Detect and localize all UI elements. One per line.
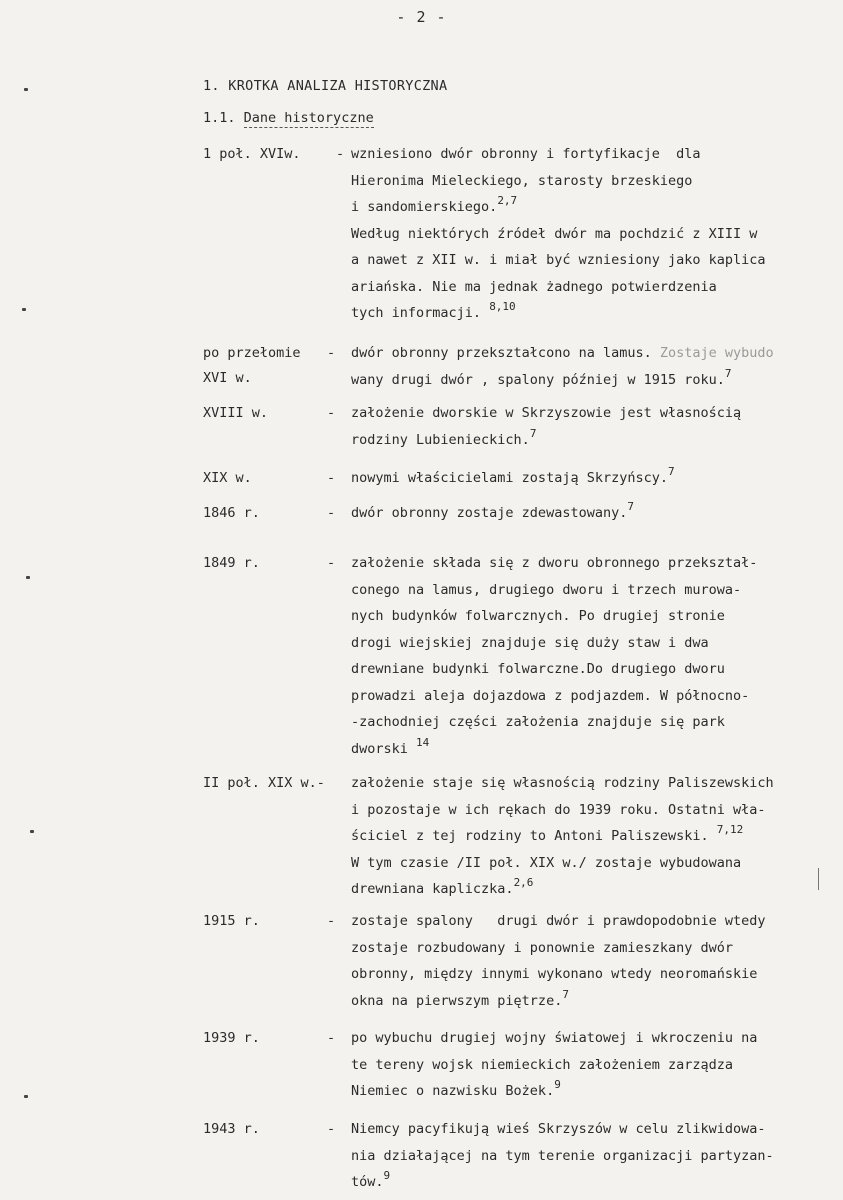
footnote-ref: 7 [627, 500, 634, 513]
margin-mark [818, 868, 819, 890]
entry-date: 1 poł. XVIw. [203, 146, 301, 162]
entry-text: Niemcy pacyfikują wieś Skrzyszów w celu zlikwidowa- nia działającej na tym terenie organizacji partyzan- tów.$^9$ [351, 1121, 774, 1190]
binder-mark [26, 576, 30, 579]
binder-mark [30, 830, 34, 833]
page-number: - 2 - [396, 8, 447, 26]
entry-dash: - [327, 470, 336, 486]
entry-text: zostaje spalony drugi dwór i prawdopodobnie wtedy zostaje rozbudowany i ponownie zamieszkany dwór obronny, między innymi wykonano wtedy neoromańskie okna na pierwszym piętrze.$^7$ [351, 913, 766, 1009]
entry-text: nowymi właścicielami zostają Skrzyńscy.$^7$ [351, 465, 675, 486]
entry-date: XIX w. [203, 470, 252, 486]
footnote-ref: 7 [562, 987, 569, 1001]
footnote-ref: 14 [416, 735, 430, 749]
footnote-ref: 7 [724, 366, 732, 380]
subsection-number: 1.1. [203, 110, 236, 126]
entry-date: 1915 r. [203, 913, 260, 929]
footnote-ref: 7 [529, 426, 537, 440]
footnote-ref: 7,12 [716, 823, 744, 836]
entry-date: 1846 r. [203, 505, 260, 521]
footnote-ref: 2,7 [497, 194, 518, 207]
binder-mark [24, 1095, 28, 1098]
binder-mark [24, 88, 28, 91]
entry-date: 1849 r. [203, 555, 260, 571]
entry-text: dwór obronny przekształcono na lamus. Zostaje wybudo wany drugi dwór , spalony później w 1915 roku.$^7$ [351, 345, 774, 388]
footnote-ref: 7 [667, 465, 675, 478]
section-heading: 1. KROTKA ANALIZA HISTORYCZNA [203, 78, 448, 94]
entry-date: II poł. XIX w.- [203, 775, 325, 791]
footnote-ref: 9 [554, 1078, 561, 1091]
entry-date: 1939 r. [203, 1030, 260, 1046]
entry-dash: - [327, 505, 336, 521]
entry-text: założenie składa się z dworu obronnego przekształ- conego na lamus, drugiego dworu i trzech murowa- nych budynków folwarcznych. Po drugiej stronie drogi wiejskiej znajduje się duży staw i dwa drewniane budynki folwarczne.Do drugiego dworu prowadzi aleja dojazdowa z podjazdem. W północno- -zachodniej części założenia znajduje się park dworski $^{14}$ [351, 555, 758, 757]
entry-dash: - [327, 1030, 336, 1046]
entry-date: po przełomie XVI w. [203, 345, 301, 386]
footnote-ref: 8,10 [489, 300, 516, 313]
entry-text: założenie staje się własnością rodziny Paliszewskich i pozostaje w ich rękach do 1939 roku. Ostatni wła- ściciel z tej rodziny to Antoni Paliszewski. $^{7,12}$ W tym czasie /II poł. XIX w./ zostaje wybudowana drewniana kapliczka.$^{2,6}$ [351, 775, 774, 897]
entry-dash: - [336, 146, 345, 162]
entry-dash: - [327, 913, 336, 929]
entry-dash: - [327, 555, 336, 571]
entry-text: wzniesiono dwór obronny i fortyfikacje dla Hieronima Mieleckiego, starosty brzeskiego i sandomierskiego.$^{2,7}$ Według niektórych źródeł dwór ma pochdzić z XIII w a nawet z XII w. i miał być wzniesiony jako kaplica ariańska. Nie ma jednak żadnego potwierdzenia tych informacji. $^{8,10}$ [351, 146, 766, 321]
footnote-ref: 9 [383, 1169, 391, 1182]
entry-date: XVIII w. [203, 405, 269, 421]
entry-date: 1943 r. [203, 1121, 260, 1137]
subsection-title: Dane historyczne [243, 110, 374, 126]
binder-mark [22, 308, 26, 311]
entry-text: założenie dworskie w Skrzyszowie jest własnością rodziny Lubienieckich.$^7$ [351, 405, 742, 448]
footnote-ref: 2,6 [513, 876, 534, 889]
entry-dash: - [327, 405, 336, 421]
entry-dash: - [327, 345, 336, 361]
entry-text: po wybuchu drugiej wojny światowej i wkroczeniu na te tereny wojsk niemieckich założeniem zarządza Niemiec o nazwisku Bożek.$^9$ [351, 1030, 758, 1099]
subsection-heading [203, 110, 374, 126]
entry-text: dwór obronny zostaje zdewastowany.$^7$ [351, 500, 634, 521]
entry-dash: - [327, 1121, 336, 1137]
